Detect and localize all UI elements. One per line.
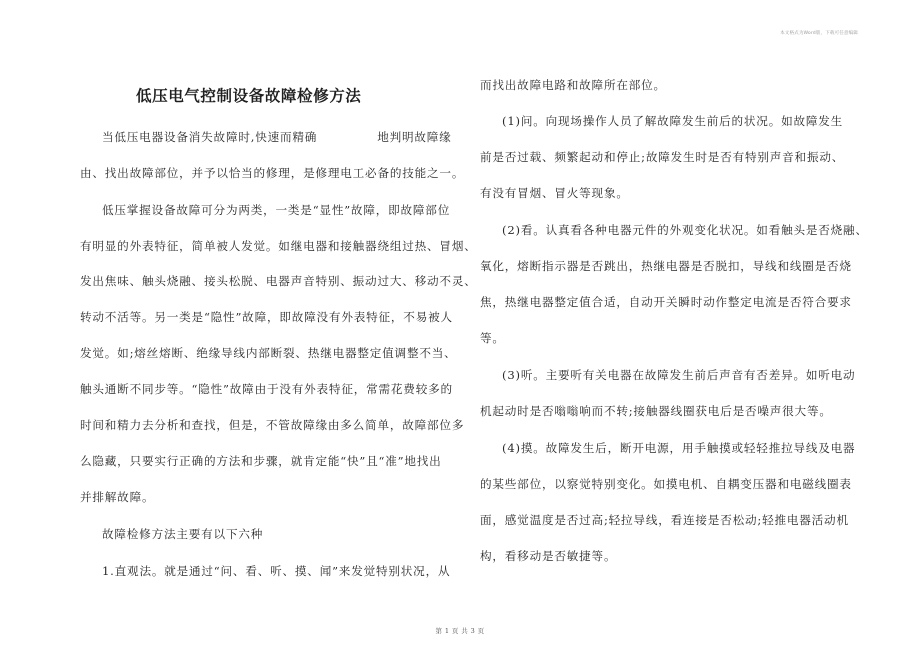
paragraph-types-line: 发觉。如;熔丝熔断、绝缘导线内部断裂、热继电器整定值调整不当、 [80, 346, 457, 360]
paragraph-types-line: 转动不活等。另一类是“隐性”故障，即故障没有外表特征，不易被人 [80, 310, 453, 324]
paragraph-intro-line: 由、找出故障部位，并予以恰当的修理，是修理电工必备的技能之一。 [80, 166, 465, 180]
paragraph-listen-line: 机起动时是否嗡嗡响而不转;接触器线圈获电后是否噪声很大等。 [480, 404, 832, 418]
paragraph-intro-line [102, 130, 452, 144]
paragraph-types-line: 么隐藏，只要实行正确的方法和步骤，就肯定能“快”且“准”地找出 [80, 454, 442, 468]
paragraph-types-line: 发出焦味、触头烧融、接头松脱、电器声音特别、振动过大、移动不灵、 [80, 274, 477, 288]
paragraph-types-line: 低压掌握设备故障可分为两类，一类是“显性”故障，即故障部位 [102, 203, 451, 217]
paragraph-types-line: 触头通断不同步等。“隐性”故障由于没有外表特征，常需花费较多的 [80, 382, 453, 396]
watermark-text: 本文格式为Word版，下载可任意编辑 [780, 31, 858, 36]
paragraph-direct-method: 1.直观法。就是通过“问、看、听、摸、闻”来发觉特别状况，从 [102, 564, 451, 578]
document-title: 低压电气控制设备故障检修方法 [136, 87, 362, 105]
paragraph-touch-line: (4)摸。故障发生后，断开电源，用手触摸或轻轻推拉导线及电器 [502, 441, 856, 455]
paragraph-ask-line: 有没有冒烟、冒火等现象。 [480, 186, 629, 200]
paragraph-touch-line: 的某些部位，以察觉特别变化。如摸电机、自耦变压器和电磁线圈表 [480, 477, 852, 491]
paragraph-touch-line: 构，看移动是否敏捷等。 [480, 549, 617, 563]
paragraph-types-line: 并排解故障。 [80, 490, 155, 504]
paragraph-ask-line: (1)问。向现场操作人员了解故障发生前后的状况。如故障发生 [502, 114, 844, 128]
intro-text-part-1: 当低压电器设备消失故障时,快速而精确 [102, 130, 318, 144]
intro-text-part-2: 地判明故障缘 [377, 130, 452, 144]
paragraph-methods-heading: 故障检修方法主要有以下六种 [102, 527, 264, 541]
paragraph-ask-line: 前是否过载、频繁起动和停止;故障发生时是否有特别声音和振动、 [480, 150, 845, 164]
paragraph-touch-line: 面，感觉温度是否过高;轻拉导线，看连接是否松动;轻推电器活动机 [480, 513, 849, 527]
paragraph-types-line: 时间和精力去分析和查找，但是，不管故障缘由多么简单，故障部位多 [80, 418, 465, 432]
paragraph-look-line: 等。 [480, 331, 505, 345]
paragraph-continuation: 而找出故障电路和故障所在部位。 [480, 78, 666, 92]
paragraph-look-line: (2)看。认真看各种电器元件的外观变化状况。如看触头是否烧融、 [502, 223, 868, 237]
paragraph-types-line: 有明显的外表特征，简单被人发觉。如继电器和接触器绕组过热、冒烟、 [80, 239, 477, 253]
page-number-footer: 第 1 页 共 3 页 [435, 627, 485, 635]
paragraph-look-line: 氧化，熔断指示器是否跳出，热继电器是否脱扣，导线和线圈是否烧 [480, 259, 852, 273]
paragraph-look-line: 焦，热继电器整定值合适，自动开关瞬时动作整定电流是否符合要求 [480, 295, 852, 309]
paragraph-listen-line: (3)听。主要听有关电器在故障发生前后声音有否差异。如听电动 [502, 368, 856, 382]
